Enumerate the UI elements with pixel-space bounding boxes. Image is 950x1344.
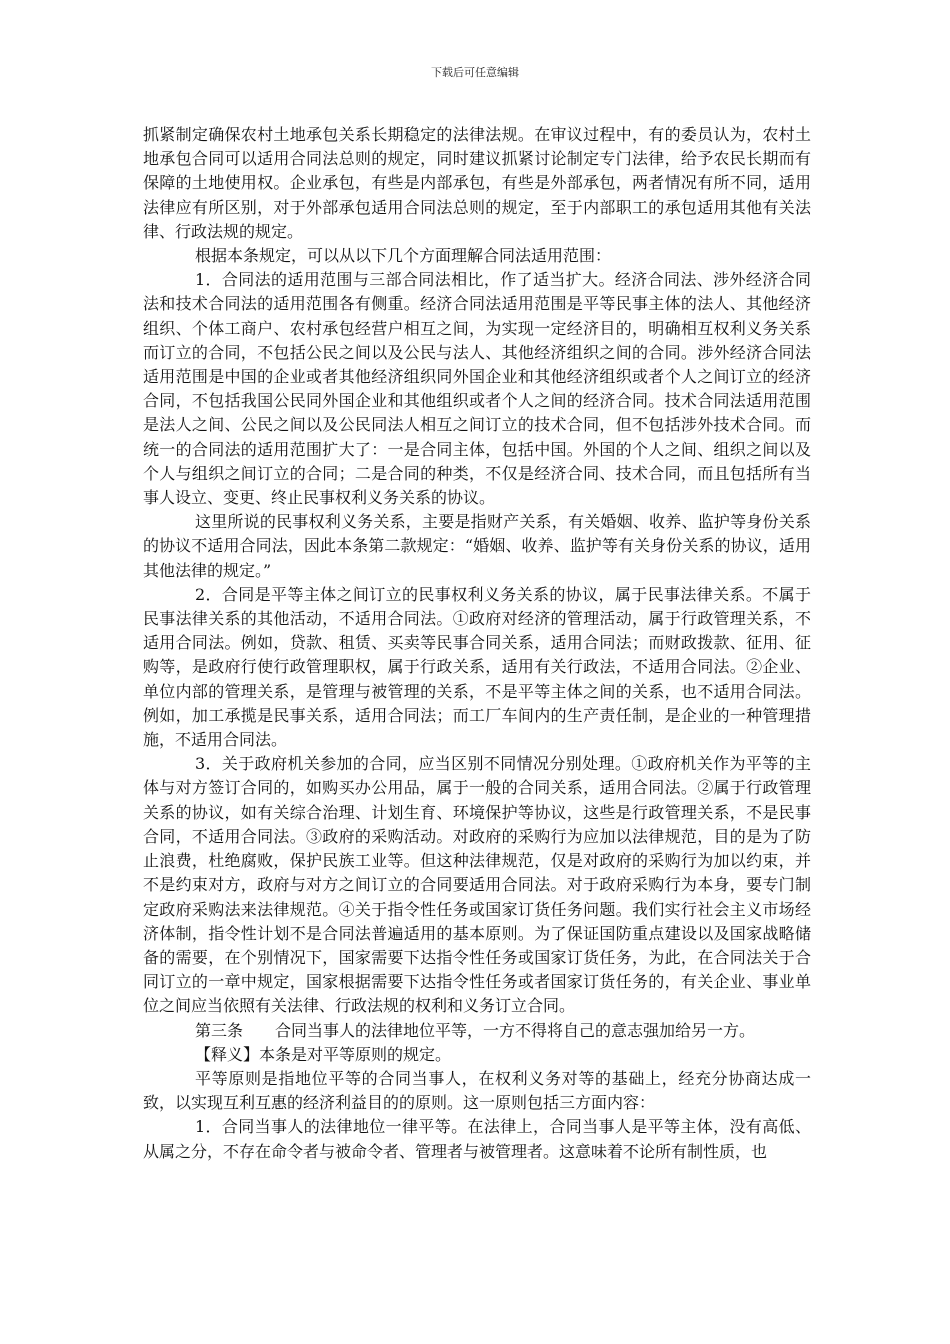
paragraph: 抓紧制定确保农村土地承包关系长期稳定的法律法规。在审议过程中，有的委员认为，农村土地承包合同可以适用合同法总则的规定，同时建议抓紧讨论制定专门法律，给予农民长期而有保障的土地使用权。企业承包，有些是内部承包，有些是外部承包，两者情况有所不同，适用法律应有所区别，对于外部承包适用合同法总则的规定，至于内部职工的承包适用其他有关法律、行政法规的规定。 (143, 125, 811, 241)
paragraph: 3．关于政府机关参加的合同，应当区别不同情况分别处理。①政府机关作为平等的主体与对方签订合同的，如购买办公用品，属于一般的合同关系，适用合同法。②属于行政管理关系的协议，如有关综合治理、计划生育、环境保护等协议，这些是行政管理关系，不是民事合同，不适用合同法。③政府的采购活动。对政府的采购行为应加以法律规范，目的是为了防止浪费，杜绝腐败，保护民族工业等。但这种法律规范，仅是对政府的采购行为加以约束，并不是约束对方，政府与对方之间订立的合同要适用合同法。对于政府采购行为本身，要专门制定政府采购法来法律规范。④关于指令性任务或国家订货任务问题。我们实行社会主义市场经济体制，指令性计划不是合同法普遍适用的基本原则。为了保证国防重点建设以及国家战略储备的需要，在个别情况下，国家需要下达指令性任务或国家订货任务，为此，在合同法关于合同订立的一章中规定，国家根据需要下达指令性任务或者国家订货任务的，有关企业、事业单位之间应当依照有关法律、行政法规的权利和义务订立合同。 (143, 754, 811, 1016)
document-body (143, 123, 811, 1164)
paragraph: 1．合同法的适用范围与三部合同法相比，作了适当扩大。经济合同法、涉外经济合同法和技术合同法的适用范围各有侧重。经济合同法适用范围是平等民事主体的法人、其他经济组织、个体工商户、农村承包经营户相互之间，为实现一定经济目的，明确相互权利义务关系而订立的合同，不包括公民之间以及公民与法人、其他经济组织之间的合同。涉外经济合同法适用范围是中国的企业或者其他经济组织同外国企业和其他经济组织或者个人之间订立的经济合同，不包括我国公民同外国企业和其他组织或者个人之间的经济合同。技术合同法适用范围是法人之间、公民之间以及公民同法人相互之间订立的技术合同，但不包括涉外技术合同。而统一的合同法的适用范围扩大了：一是合同主体，包括中国。外国的个人之间、组织之间以及个人与组织之间订立的合同；二是合同的种类，不仅是经济合同、技术合同，而且包括所有当事人设立、变更、终止民事权利义务关系的协议。 (143, 270, 811, 508)
interpretation-heading: 【释义】本条是对平等原则的规定。 (195, 1044, 452, 1064)
page-header: 下载后可任意编辑 (431, 66, 519, 79)
paragraph: 这里所说的民事权利义务关系，主要是指财产关系，有关婚姻、收养、监护等身份关系的协议不适用合同法，因此本条第二款规定：“婚姻、收养、监护等有关身份关系的协议，适用其他法律的规定。” (143, 512, 811, 580)
paragraph: 平等原则是指地位平等的合同当事人，在权利义务对等的基础上，经充分协商达成一致，以实现互利互惠的经济利益目的的原则。这一原则包括三方面内容： (143, 1068, 811, 1113)
paragraph: 2．合同是平等主体之间订立的民事权利义务关系的协议，属于民事法律关系。不属于民事法律关系的其他活动，不适用合同法。①政府对经济的管理活动，属于行政管理关系，不适用合同法。例如，贷款、租赁、买卖等民事合同关系，适用合同法；而财政拨款、征用、征购等，是政府行使行政管理职权，属于行政关系，适用有关行政法，不适用合同法。②企业、单位内部的管理关系，是管理与被管理的关系，不是平等主体之间的关系，也不适用合同法。例如，加工承揽是民事关系，适用合同法；而工厂车间内的生产责任制，是企业的一种管理措施，不适用合同法。 (143, 584, 811, 750)
paragraph: 1．合同当事人的法律地位一律平等。在法律上，合同当事人是平等主体，没有高低、从属之分，不存在命令者与被命令者、管理者与被管理者。这意味着不论所有制性质，也 (143, 1117, 811, 1161)
article-heading: 第三条 合同当事人的法律地位平等，一方不得将自己的意志强加给另一方。 (195, 1020, 756, 1040)
paragraph: 根据本条规定，可以从以下几个方面理解合同法适用范围： (195, 246, 612, 266)
